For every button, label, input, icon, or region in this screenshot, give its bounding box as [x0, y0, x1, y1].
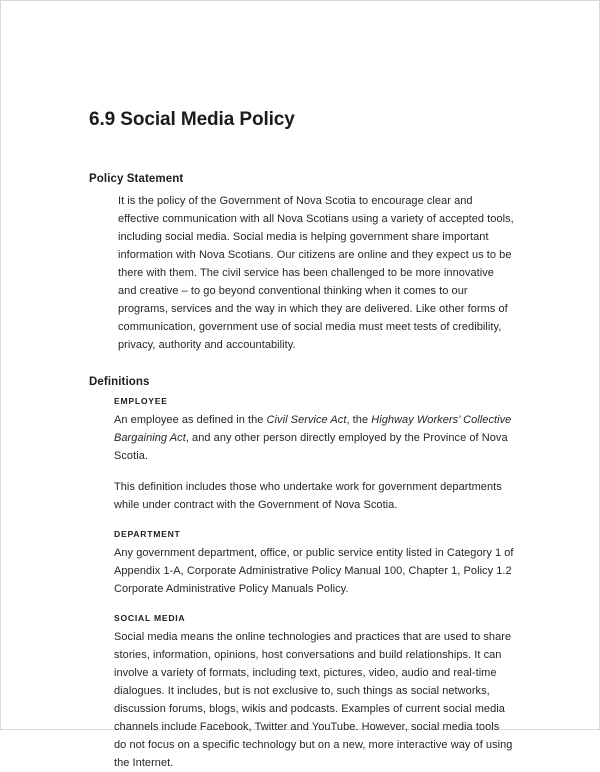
- policy-statement-paragraph: It is the policy of the Government of Nova Scotia to encourage clear and effective communication with all Nova Scotians using a variety of accepted tools, including social media. Social media is helping government share important information with Nova Scotians. Our citizens are online and they expect us to be there with them. The civil service has been challenged to be more innovative and creative – to go beyond conventional thinking when it comes to our programs, services and the way in which they are delivered. Like other forms of communication, government use of social media must meet tests of credibility, privacy, authority and accountability.: [118, 195, 514, 351]
- definition-department: [114, 528, 514, 598]
- definition-employee-paragraph-2: This definition includes those who undertake work for government departments while under contract with the Government of Nova Scotia.: [114, 481, 502, 511]
- definition-employee-act-civil-service: Civil Service Act: [266, 414, 347, 426]
- page-title: 6.9 Social Media Policy: [89, 109, 295, 130]
- definition-employee-text-a: An employee as defined in the: [114, 414, 267, 426]
- section-heading-definitions: Definitions: [89, 376, 150, 388]
- definition-employee-paragraph-1: [114, 411, 514, 465]
- definition-employee-text-c: , and any other person directly employed by the Province of Nova Scotia.: [114, 432, 508, 462]
- definition-term-social-media: SOCIAL MEDIA: [114, 613, 186, 623]
- section-heading-policy-statement: Policy Statement: [89, 173, 184, 185]
- definition-social-media: [114, 612, 514, 772]
- definition-term-department: DEPARTMENT: [114, 529, 181, 539]
- policy-statement-body: [118, 192, 515, 354]
- document-content: [89, 109, 515, 772]
- section-definitions: [89, 375, 515, 772]
- section-policy-statement: [89, 172, 515, 354]
- definition-employee-text-b: , the: [346, 414, 372, 426]
- definition-employee: [114, 395, 514, 514]
- definition-department-paragraph-1: Any government department, office, or public service entity listed in Category 1 of Appendix 1-A, Corporate Administrative Policy Manual 100, Chapter 1, Policy 1.2 Corporate Administrative Policy Manuals Policy.: [114, 547, 514, 595]
- definitions-body: [114, 395, 514, 772]
- definition-employee-act-highway-workers: Highway Workers’ Collective Bargaining Act: [114, 414, 512, 444]
- definition-term-employee: EMPLOYEE: [114, 396, 168, 406]
- definition-social-media-paragraph-1: Social media means the online technologies and practices that are used to share stories, information, opinions, host conversations and build relationships. It can involve a variety of formats, including text, pictures, video, audio and real-time dialogues. It includes, but is not exclusive to, such things as social networks, discussion forums, blogs, wikis and podcasts. Examples of current social media channels include Facebook, Twitter and YouTube. However, social media tools do not focus on a specific technology but on a new, more interactive way of using the Internet.: [114, 631, 513, 769]
- section-spacer: [89, 354, 515, 375]
